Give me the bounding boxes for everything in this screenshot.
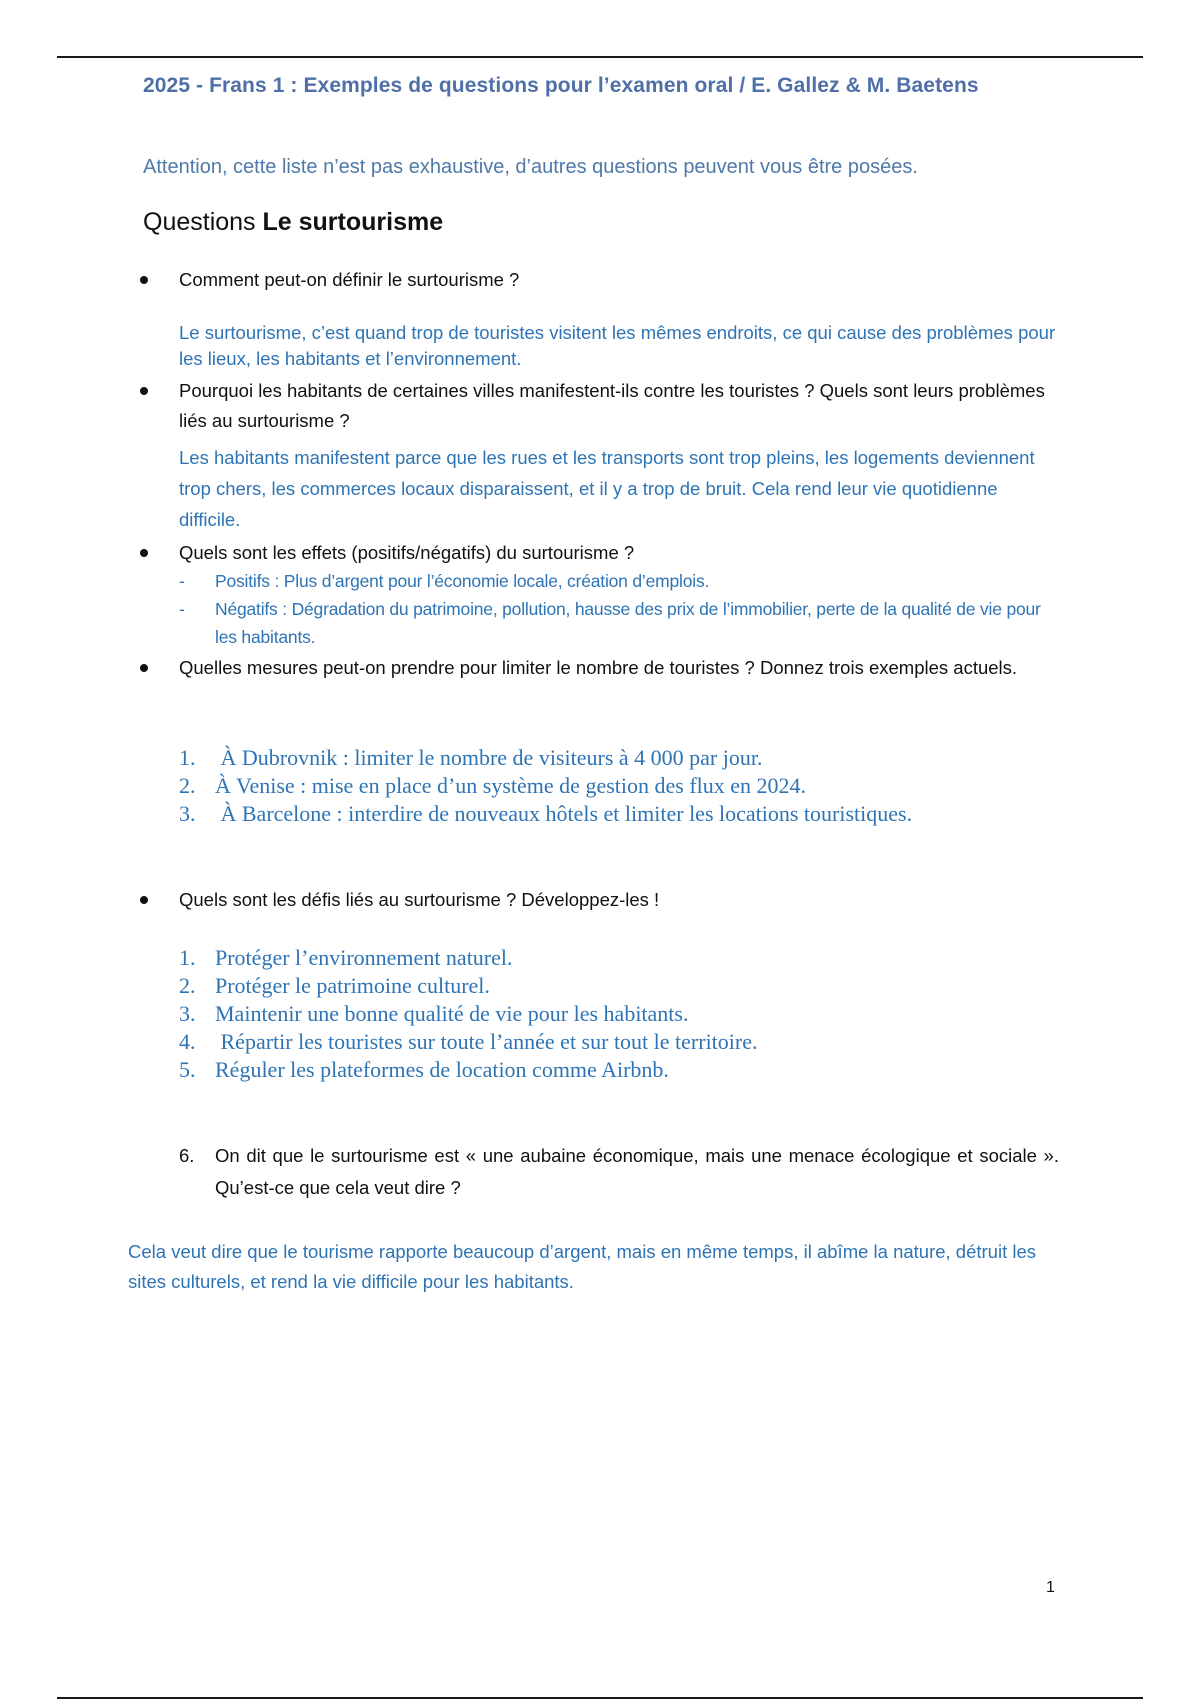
list-number: 1. xyxy=(179,745,196,770)
bullet-icon xyxy=(140,664,148,672)
list-text: Protéger le patrimoine culturel. xyxy=(215,973,490,998)
question-1: Comment peut-on définir le surtourisme ? xyxy=(179,269,520,290)
dash-marker: - xyxy=(179,599,185,619)
list-item xyxy=(179,1000,758,1028)
answer-6: Cela veut dire que le tourisme rapporte beaucoup d’argent, mais en même temps, il abîme la nature, détruit les sites culturels, et rend la vie difficile pour les habitants. xyxy=(128,1241,1037,1292)
list-item xyxy=(179,1028,758,1056)
section-title-prefix: Questions xyxy=(143,208,263,236)
list-item xyxy=(179,772,912,800)
list-item xyxy=(179,800,912,828)
list-number: 2. xyxy=(179,773,196,798)
list-text: Répartir les touristes sur toute l’année et sur tout le territoire. xyxy=(215,1029,758,1054)
list-text: À Barcelone : interdire de nouveaux hôtels et limiter les locations touristiques. xyxy=(215,801,913,826)
effects-negative xyxy=(179,595,1059,651)
question-5: Quels sont les défis liés au surtourisme ? Développez-les ! xyxy=(179,889,660,910)
bullet-icon xyxy=(140,896,148,904)
measures-list xyxy=(179,744,912,828)
warning-note: Attention, cette liste n’est pas exhaustive, d’autres questions peuvent vous être posées. xyxy=(143,156,918,178)
question-2: Pourquoi les habitants de certaines villes manifestent-ils contre les touristes ? Quels sont leurs problèmes liés au surtourisme ? xyxy=(179,380,1045,431)
effects-positive xyxy=(179,567,1059,595)
list-item xyxy=(179,972,758,1000)
challenges-list xyxy=(179,944,758,1084)
answer-1: Le surtourisme, c’est quand trop de touristes visitent les mêmes endroits, ce qui cause des problèmes pour les lieux, les habitants et l’environnement. xyxy=(179,322,1056,369)
list-number: 1. xyxy=(179,945,196,970)
list-text: Maintenir une bonne qualité de vie pour les habitants. xyxy=(215,1001,689,1026)
question-6-number: 6. xyxy=(179,1145,195,1166)
dash-marker: - xyxy=(179,571,185,591)
list-text: À Venise : mise en place d’un système de gestion des flux en 2024. xyxy=(215,773,807,798)
page-number: 1 xyxy=(1046,1579,1055,1596)
top-rule xyxy=(57,56,1143,58)
question-4: Quelles mesures peut-on prendre pour limiter le nombre de touristes ? Donnez trois exemples actuels. xyxy=(179,657,1018,678)
list-number: 3. xyxy=(179,801,196,826)
effects-negative-text: Négatifs : Dégradation du patrimoine, pollution, hausse des prix de l’immobilier, perte de la qualité de vie pour les habitants. xyxy=(215,599,1041,647)
list-number: 2. xyxy=(179,973,196,998)
effects-positive-text: Positifs : Plus d’argent pour l’économie locale, création d’emplois. xyxy=(215,571,710,591)
question-6-text: On dit que le surtourisme est « une aubaine économique, mais une menace écologique et sociale ». Qu’est-ce que cela veut dire ? xyxy=(215,1145,1059,1198)
answer-2: Les habitants manifestent parce que les rues et les transports sont trop pleins, les logements deviennent trop chers, les commerces locaux disparaissent, et il y a trop de bruit. Cela rend leur vie quotidienne difficile. xyxy=(179,447,1035,530)
list-item xyxy=(179,744,912,772)
section-title-topic: Le surtourisme xyxy=(262,208,444,236)
section-title xyxy=(143,208,443,237)
list-text: Réguler les plateformes de location comme Airbnb. xyxy=(215,1057,669,1082)
bullet-icon xyxy=(140,549,148,557)
list-item xyxy=(179,1056,758,1084)
bullet-icon xyxy=(140,276,148,284)
list-text: Protéger l’environnement naturel. xyxy=(215,945,513,970)
question-6 xyxy=(179,1140,1059,1204)
question-3: Quels sont les effets (positifs/négatifs) du surtourisme ? xyxy=(179,542,635,563)
bottom-rule xyxy=(57,1697,1143,1699)
list-text: À Dubrovnik : limiter le nombre de visiteurs à 4 000 par jour. xyxy=(215,745,763,770)
list-item xyxy=(179,944,758,972)
document-header: 2025 - Frans 1 : Exemples de questions pour l’examen oral / E. Gallez & M. Baetens xyxy=(143,74,979,97)
list-number: 3. xyxy=(179,1001,196,1026)
list-number: 5. xyxy=(179,1057,196,1082)
list-number: 4. xyxy=(179,1029,196,1054)
bullet-icon xyxy=(140,387,148,395)
